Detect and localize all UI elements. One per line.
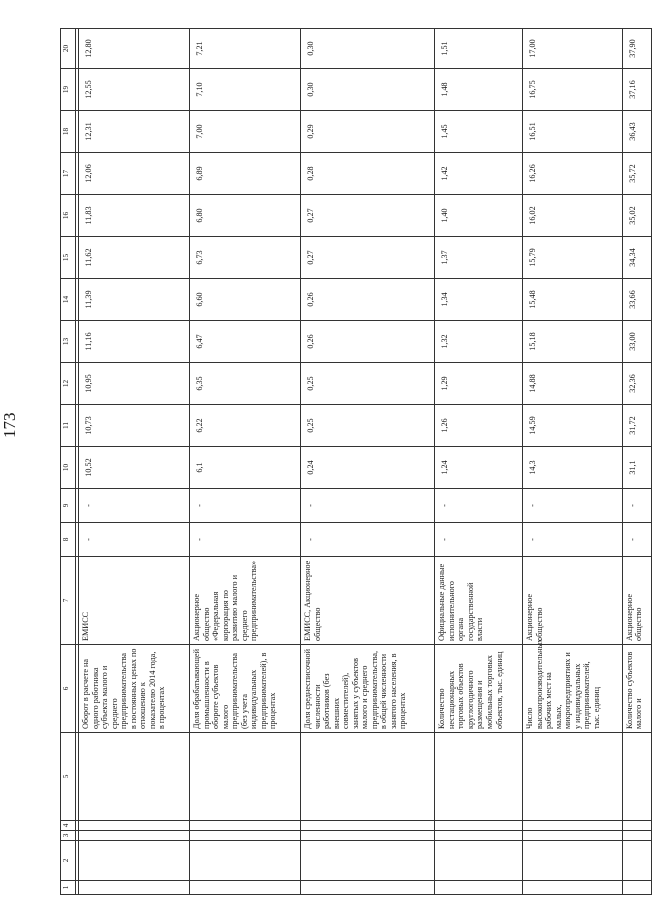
value-cell: 6,1 xyxy=(190,447,301,489)
indicator-cell: Доля среднесписочной численности работников (без внешних совместителей), занятых у субъектов малого и среднего предпринимательства, в общей численности занятого населения, в процентах xyxy=(301,645,435,733)
col-header-18: 18 xyxy=(61,111,76,153)
value-cell: 15,18 xyxy=(523,321,622,363)
value-cell: 0,27 xyxy=(301,195,435,237)
value-cell: 33,00 xyxy=(622,321,652,363)
value-cell: 6,89 xyxy=(190,153,301,195)
indicator-cell: Доля обрабатывающей промышленности в обороте субъектов малого предпринимательства (без учета индивидуальных предпринимателей), в процентах xyxy=(190,645,301,733)
value-cell: 14,88 xyxy=(523,363,622,405)
value-cell: 35,02 xyxy=(622,195,652,237)
value-cell: 6,80 xyxy=(190,195,301,237)
indicator-cell: Количество нестационарных торговых объектов круглогодичного размещения и мобильных торговых объектов, тыс. единиц xyxy=(435,645,523,733)
value-cell: 31,72 xyxy=(622,405,652,447)
col-header-9: 9 xyxy=(61,489,76,523)
value-cell: 0,25 xyxy=(301,405,435,447)
value-cell: 16,75 xyxy=(523,69,622,111)
value-cell: - xyxy=(435,489,523,523)
value-cell: 0,30 xyxy=(301,29,435,69)
source-cell: Акционерное общество «Федеральная корпорация по развитию малого и среднего предпринимательства» xyxy=(190,557,301,645)
value-cell: 10,95 xyxy=(79,363,190,405)
col-header-3: 3 xyxy=(61,831,76,841)
value-cell: 10,52 xyxy=(79,447,190,489)
value-cell: 0,28 xyxy=(301,153,435,195)
col-header-14: 14 xyxy=(61,279,76,321)
col-header-15: 15 xyxy=(61,237,76,279)
value-cell: 6,47 xyxy=(190,321,301,363)
table-row xyxy=(301,29,435,895)
value-cell: 32,36 xyxy=(622,363,652,405)
value-cell: - xyxy=(190,523,301,557)
value-cell: 17,00 xyxy=(523,29,622,69)
value-cell: 33,66 xyxy=(622,279,652,321)
value-cell: 16,26 xyxy=(523,153,622,195)
table-row xyxy=(523,29,622,895)
value-cell: 14,59 xyxy=(523,405,622,447)
value-cell: 0,26 xyxy=(301,321,435,363)
column-number-row xyxy=(61,29,76,895)
value-cell: 7,00 xyxy=(190,111,301,153)
col-header-17: 17 xyxy=(61,153,76,195)
value-cell: 6,73 xyxy=(190,237,301,279)
value-cell: 31,1 xyxy=(622,447,652,489)
value-cell: - xyxy=(523,489,622,523)
value-cell: - xyxy=(435,523,523,557)
value-cell: - xyxy=(190,489,301,523)
value-cell: 14,3 xyxy=(523,447,622,489)
value-cell: - xyxy=(622,489,652,523)
col-header-7: 7 xyxy=(61,557,76,645)
col-header-16: 16 xyxy=(61,195,76,237)
value-cell: 37,90 xyxy=(622,29,652,69)
source-cell: ЕМИСС, Акционерное общество xyxy=(301,557,435,645)
indicators-table xyxy=(60,28,652,895)
value-cell: 1,37 xyxy=(435,237,523,279)
value-cell: 16,02 xyxy=(523,195,622,237)
value-cell: - xyxy=(301,523,435,557)
table-row xyxy=(622,29,652,895)
value-cell: 12,06 xyxy=(79,153,190,195)
table-row xyxy=(79,29,190,895)
col-header-11: 11 xyxy=(61,405,76,447)
value-cell: 1,29 xyxy=(435,363,523,405)
value-cell: 11,83 xyxy=(79,195,190,237)
indicator-cell: Число высокопроизводительных рабочих мест на малых, микропредприятиях и у индивидуальных предпринимателей, тыс. единиц xyxy=(523,645,622,733)
value-cell: 6,60 xyxy=(190,279,301,321)
value-cell: 12,31 xyxy=(79,111,190,153)
value-cell: 15,79 xyxy=(523,237,622,279)
source-cell: Акционерное общество xyxy=(622,557,652,645)
col-header-2: 2 xyxy=(61,841,76,881)
value-cell: 0,25 xyxy=(301,363,435,405)
value-cell: 37,16 xyxy=(622,69,652,111)
value-cell: 11,16 xyxy=(79,321,190,363)
value-cell: - xyxy=(79,489,190,523)
value-cell: 11,39 xyxy=(79,279,190,321)
value-cell: 6,35 xyxy=(190,363,301,405)
value-cell: 0,29 xyxy=(301,111,435,153)
value-cell: - xyxy=(622,523,652,557)
page-number xyxy=(0,358,30,438)
value-cell: 7,10 xyxy=(190,69,301,111)
value-cell: 36,43 xyxy=(622,111,652,153)
value-cell: 11,62 xyxy=(79,237,190,279)
value-cell: 7,21 xyxy=(190,29,301,69)
col-header-12: 12 xyxy=(61,363,76,405)
source-cell: Официальные данные исполнительного органа государственной власти xyxy=(435,557,523,645)
table-row xyxy=(190,29,301,895)
value-cell: 0,26 xyxy=(301,279,435,321)
value-cell: 34,34 xyxy=(622,237,652,279)
indicator-cell: Количество субъектов малого и xyxy=(622,645,652,733)
value-cell: 1,24 xyxy=(435,447,523,489)
value-cell: 1,42 xyxy=(435,153,523,195)
value-cell: 1,45 xyxy=(435,111,523,153)
value-cell: 0,27 xyxy=(301,237,435,279)
value-cell: 1,32 xyxy=(435,321,523,363)
indicator-cell: Оборот в расчете на одного работника субъекта малого и среднего предпринимательства в постоянных ценах по отношению к показателю 2014 года, в процентах xyxy=(79,645,190,733)
col-header-1: 1 xyxy=(61,881,76,895)
value-cell: 12,80 xyxy=(79,29,190,69)
value-cell: - xyxy=(523,523,622,557)
value-cell: - xyxy=(79,523,190,557)
col-header-19: 19 xyxy=(61,69,76,111)
value-cell: 35,72 xyxy=(622,153,652,195)
col-header-13: 13 xyxy=(61,321,76,363)
page-number-text: 173 xyxy=(0,412,19,438)
col-header-8: 8 xyxy=(61,523,76,557)
col-header-20: 20 xyxy=(61,29,76,69)
value-cell: 1,40 xyxy=(435,195,523,237)
value-cell: 0,30 xyxy=(301,69,435,111)
source-cell: ЕМИСС xyxy=(79,557,190,645)
value-cell: 1,34 xyxy=(435,279,523,321)
value-cell: - xyxy=(301,489,435,523)
value-cell: 1,51 xyxy=(435,29,523,69)
value-cell: 1,48 xyxy=(435,69,523,111)
source-cell: Акционерное общество xyxy=(523,557,622,645)
rotated-table-container xyxy=(60,35,652,895)
value-cell: 15,48 xyxy=(523,279,622,321)
col-header-5: 5 xyxy=(61,733,76,821)
value-cell: 16,51 xyxy=(523,111,622,153)
col-header-10: 10 xyxy=(61,447,76,489)
value-cell: 10,73 xyxy=(79,405,190,447)
col-header-4: 4 xyxy=(61,821,76,831)
value-cell: 0,24 xyxy=(301,447,435,489)
value-cell: 1,26 xyxy=(435,405,523,447)
table-row xyxy=(435,29,523,895)
value-cell: 6,22 xyxy=(190,405,301,447)
col-header-6: 6 xyxy=(61,645,76,733)
value-cell: 12,55 xyxy=(79,69,190,111)
